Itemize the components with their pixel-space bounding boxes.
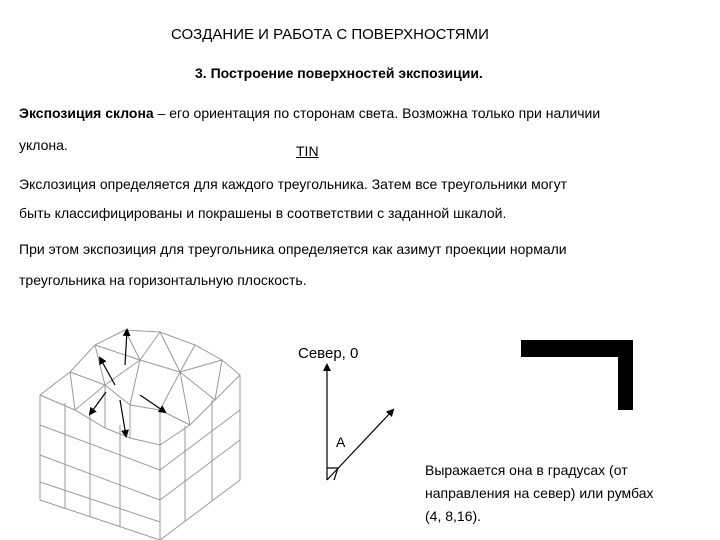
- definition-term: Экспозиция склона: [19, 105, 154, 121]
- definition-continued: уклона.: [19, 137, 68, 153]
- paragraph2-line2: треугольника на горизонтальную плоскость.: [19, 272, 307, 288]
- paragraph1-line1: Экслозиция определяется для каждого треугольника. Затем все треугольники могут: [19, 176, 568, 192]
- expression-line-3: (4, 8,16).: [425, 508, 482, 524]
- north-label: Север, 0: [298, 345, 359, 362]
- azimuth-diagram: [327, 365, 393, 480]
- section-heading: 3. Построение поверхностей экспозиции.: [195, 65, 483, 81]
- normal-arrow-5: [140, 395, 165, 412]
- normal-arrows: [90, 330, 165, 436]
- paragraph1-line2: быть классифицированы и покрашены в соответствии с заданной шкалой.: [19, 205, 507, 221]
- expression-line-2: направления на север) или румбах: [425, 485, 654, 501]
- tin-surface-illustration: [40, 330, 240, 540]
- expression-line-1: Выражается она в градусах (от: [425, 462, 628, 478]
- paragraph2-line1: При этом экспозиция для треугольника определяется как азимут проекции нормали: [19, 241, 567, 257]
- expression-description: [425, 459, 653, 528]
- tin-label: TIN: [296, 143, 319, 159]
- definition-text: – его ориентация по сторонам света. Возможна только при наличии: [153, 105, 601, 121]
- normal-arrow-2: [100, 358, 115, 385]
- angle-label: A: [336, 434, 346, 450]
- corner-bracket-shape: [521, 340, 633, 410]
- normal-arrow-4: [120, 400, 126, 436]
- normal-arrow-1: [125, 330, 127, 365]
- page-title: СОЗДАНИЕ И РАБОТА С ПОВЕРХНОСТЯМИ: [171, 26, 489, 43]
